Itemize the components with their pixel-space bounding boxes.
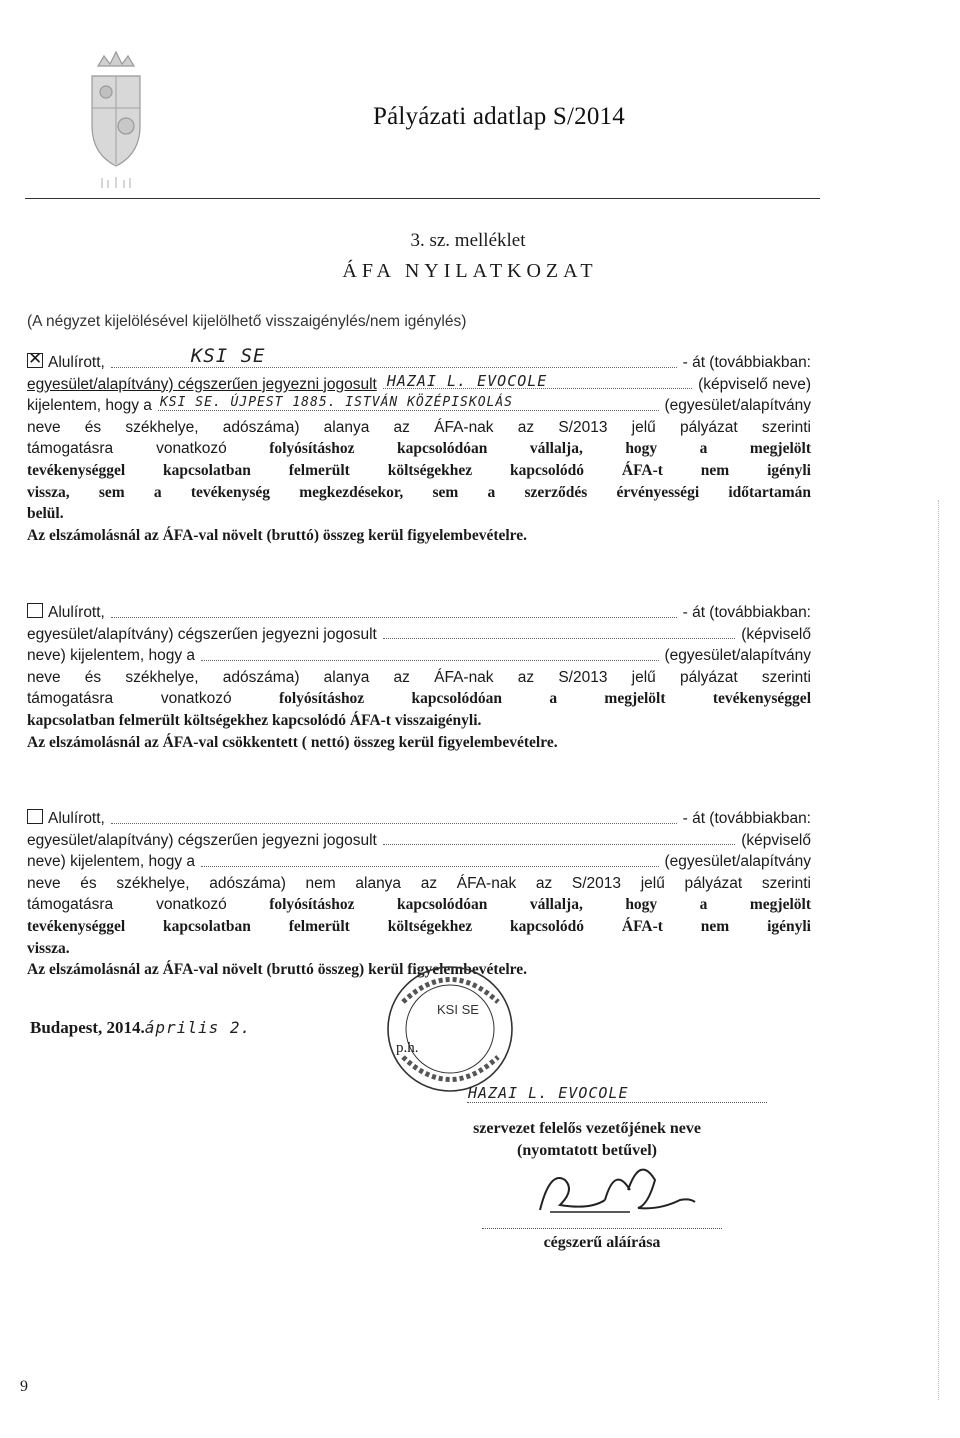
declaration-text-bold: folyósításhoz kapcsolódóan vállalja, hogy a megjelölt [269, 896, 812, 914]
declare-label: kijelentem, hogy a [27, 397, 152, 415]
representative-field[interactable] [383, 624, 735, 640]
declaration-summary: Az elszámolásnál az ÁFA-val növelt (bruttó) összeg kerül figyelembevételre. [27, 526, 528, 544]
org-name-field[interactable] [111, 602, 677, 618]
representative-label: (képviselő [741, 625, 811, 643]
handwritten-org-name[interactable]: KSI SE [190, 345, 266, 367]
option-2-checkbox[interactable] [27, 603, 43, 618]
page-number: 9 [20, 1378, 28, 1395]
org-label: (egyesület/alapítvány [664, 647, 811, 665]
place-date [30, 1018, 251, 1038]
declare-label: neve) kijelentem, hogy a [27, 853, 196, 871]
header-divider [25, 198, 820, 199]
declaration-text-bold: folyósításhoz kapcsolódóan vállalja, hogy a megjelölt [269, 440, 812, 458]
stamp-ph-text: p.h. [396, 1040, 419, 1056]
place-date-label: Budapest, 2014. [30, 1018, 145, 1037]
org-type-label: egyesület/alapítvány) cégszerűen jegyezni jogosult [27, 625, 377, 643]
org-full-name-field[interactable] [201, 851, 659, 867]
option-1-checkbox[interactable] [27, 353, 43, 368]
coat-of-arms-icon [72, 46, 160, 196]
leader-caption-line-1: szervezet felelős vezetőjének neve [473, 1120, 701, 1137]
declaration-text-bold: folyósításhoz kapcsolódóan a megjelölt tevékenységgel [278, 690, 811, 708]
handwritten-representative[interactable]: HAZAI L. EVOCOLE [386, 371, 548, 390]
declaration-summary: Az elszámolásnál az ÁFA-val csökkentett ( nettó) összeg kerül figyelembevételre. [27, 733, 558, 751]
declaration-text-bold: tevékenységgel kapcsolatban felmerült költségekhez kapcsolódó ÁFA-t nem igényli [27, 917, 811, 935]
alulirott-label: Alulírott, [48, 810, 105, 827]
scan-margin [938, 500, 941, 1400]
declaration-option-2 [27, 602, 811, 753]
declaration-text: támogatásra vonatkozó [27, 440, 227, 458]
handwritten-org-full-name[interactable]: KSI SE. ÚJPEST 1885. ISTVÁN KÖZÉPISKOLÁS [159, 395, 514, 411]
declaration-text: neve és székhelye, adószáma) nem alanya az ÁFA-nak az S/2013 jelű pályázat szerinti [27, 874, 811, 892]
declaration-text: neve és székhelye, adószáma) alanya az ÁFA-nak az S/2013 jelű pályázat szerinti [27, 668, 811, 686]
org-label: (egyesület/alapítvány [664, 397, 811, 415]
at-label: - át (továbbiakban: [682, 604, 811, 621]
annex-title: ÁFA NYILATKOZAT [342, 260, 598, 282]
declaration-text-bold: belül. [27, 505, 64, 523]
annex-instructions: (A négyzet kijelölésével kijelölhető visszaigénylés/nem igénylés) [27, 313, 467, 330]
stamp-org-text: KSI SE [437, 1002, 479, 1017]
declaration-text: neve és székhelye, adószáma) alanya az ÁFA-nak az S/2013 jelű pályázat szerinti [27, 418, 811, 436]
alulirott-label: Alulírott, [48, 604, 105, 621]
declaration-text: támogatásra vonatkozó [27, 896, 227, 914]
declaration-option-1 [27, 345, 812, 546]
at-label: - át (továbbiakban: [682, 354, 811, 371]
handwritten-leader-name[interactable]: HAZAI L. EVOCOLE [468, 1084, 629, 1102]
org-type-label: egyesület/alapítvány) cégszerűen jegyezni jogosult [27, 375, 377, 393]
leader-caption [437, 1118, 737, 1162]
alulirott-label: Alulírott, [48, 354, 105, 371]
option-3-checkbox[interactable] [27, 809, 43, 824]
declare-label: neve) kijelentem, hogy a [27, 647, 196, 665]
declaration-option-3 [27, 808, 811, 981]
handwritten-date[interactable]: április 2. [144, 1018, 252, 1037]
leader-name-line [467, 1102, 767, 1103]
org-full-name-field[interactable] [201, 645, 659, 661]
org-name-field[interactable] [111, 808, 677, 824]
page-title: Pályázati adatlap S/2014 [373, 103, 625, 130]
declaration-text-bold: kapcsolatban felmerült költségekhez kapcsolódó ÁFA-t visszaigényli. [27, 711, 482, 729]
org-type-label: egyesület/alapítvány) cégszerűen jegyezni jogosult [27, 831, 377, 849]
declaration-text-bold: vissza. [27, 939, 70, 957]
representative-label: (képviselő [741, 831, 811, 849]
org-label: (egyesület/alapítvány [664, 853, 811, 871]
signature-line [482, 1228, 722, 1229]
declaration-text: támogatásra vonatkozó [27, 690, 232, 708]
handwritten-signature [520, 1160, 720, 1230]
at-label: - át (továbbiakban: [682, 810, 811, 827]
signature-caption: cégszerű aláírása [543, 1234, 661, 1251]
leader-caption-line-2: (nyomtatott betűvel) [517, 1142, 657, 1159]
representative-field[interactable] [383, 830, 735, 846]
declaration-text-bold: tevékenységgel kapcsolatban felmerült költségekhez kapcsolódó ÁFA-t nem igényli [27, 461, 811, 479]
organization-stamp [383, 962, 518, 1097]
annex-number: 3. sz. melléklet [410, 230, 526, 251]
representative-label: (képviselő neve) [698, 375, 811, 393]
declaration-summary: Az elszámolásnál az ÁFA-val növelt (bruttó összeg) kerül figyelembevételre. [27, 961, 528, 979]
declaration-text-bold: vissza, sem a tevékenység megkezdésekor, sem a szerződés érvényességi időtartamán [27, 483, 811, 501]
